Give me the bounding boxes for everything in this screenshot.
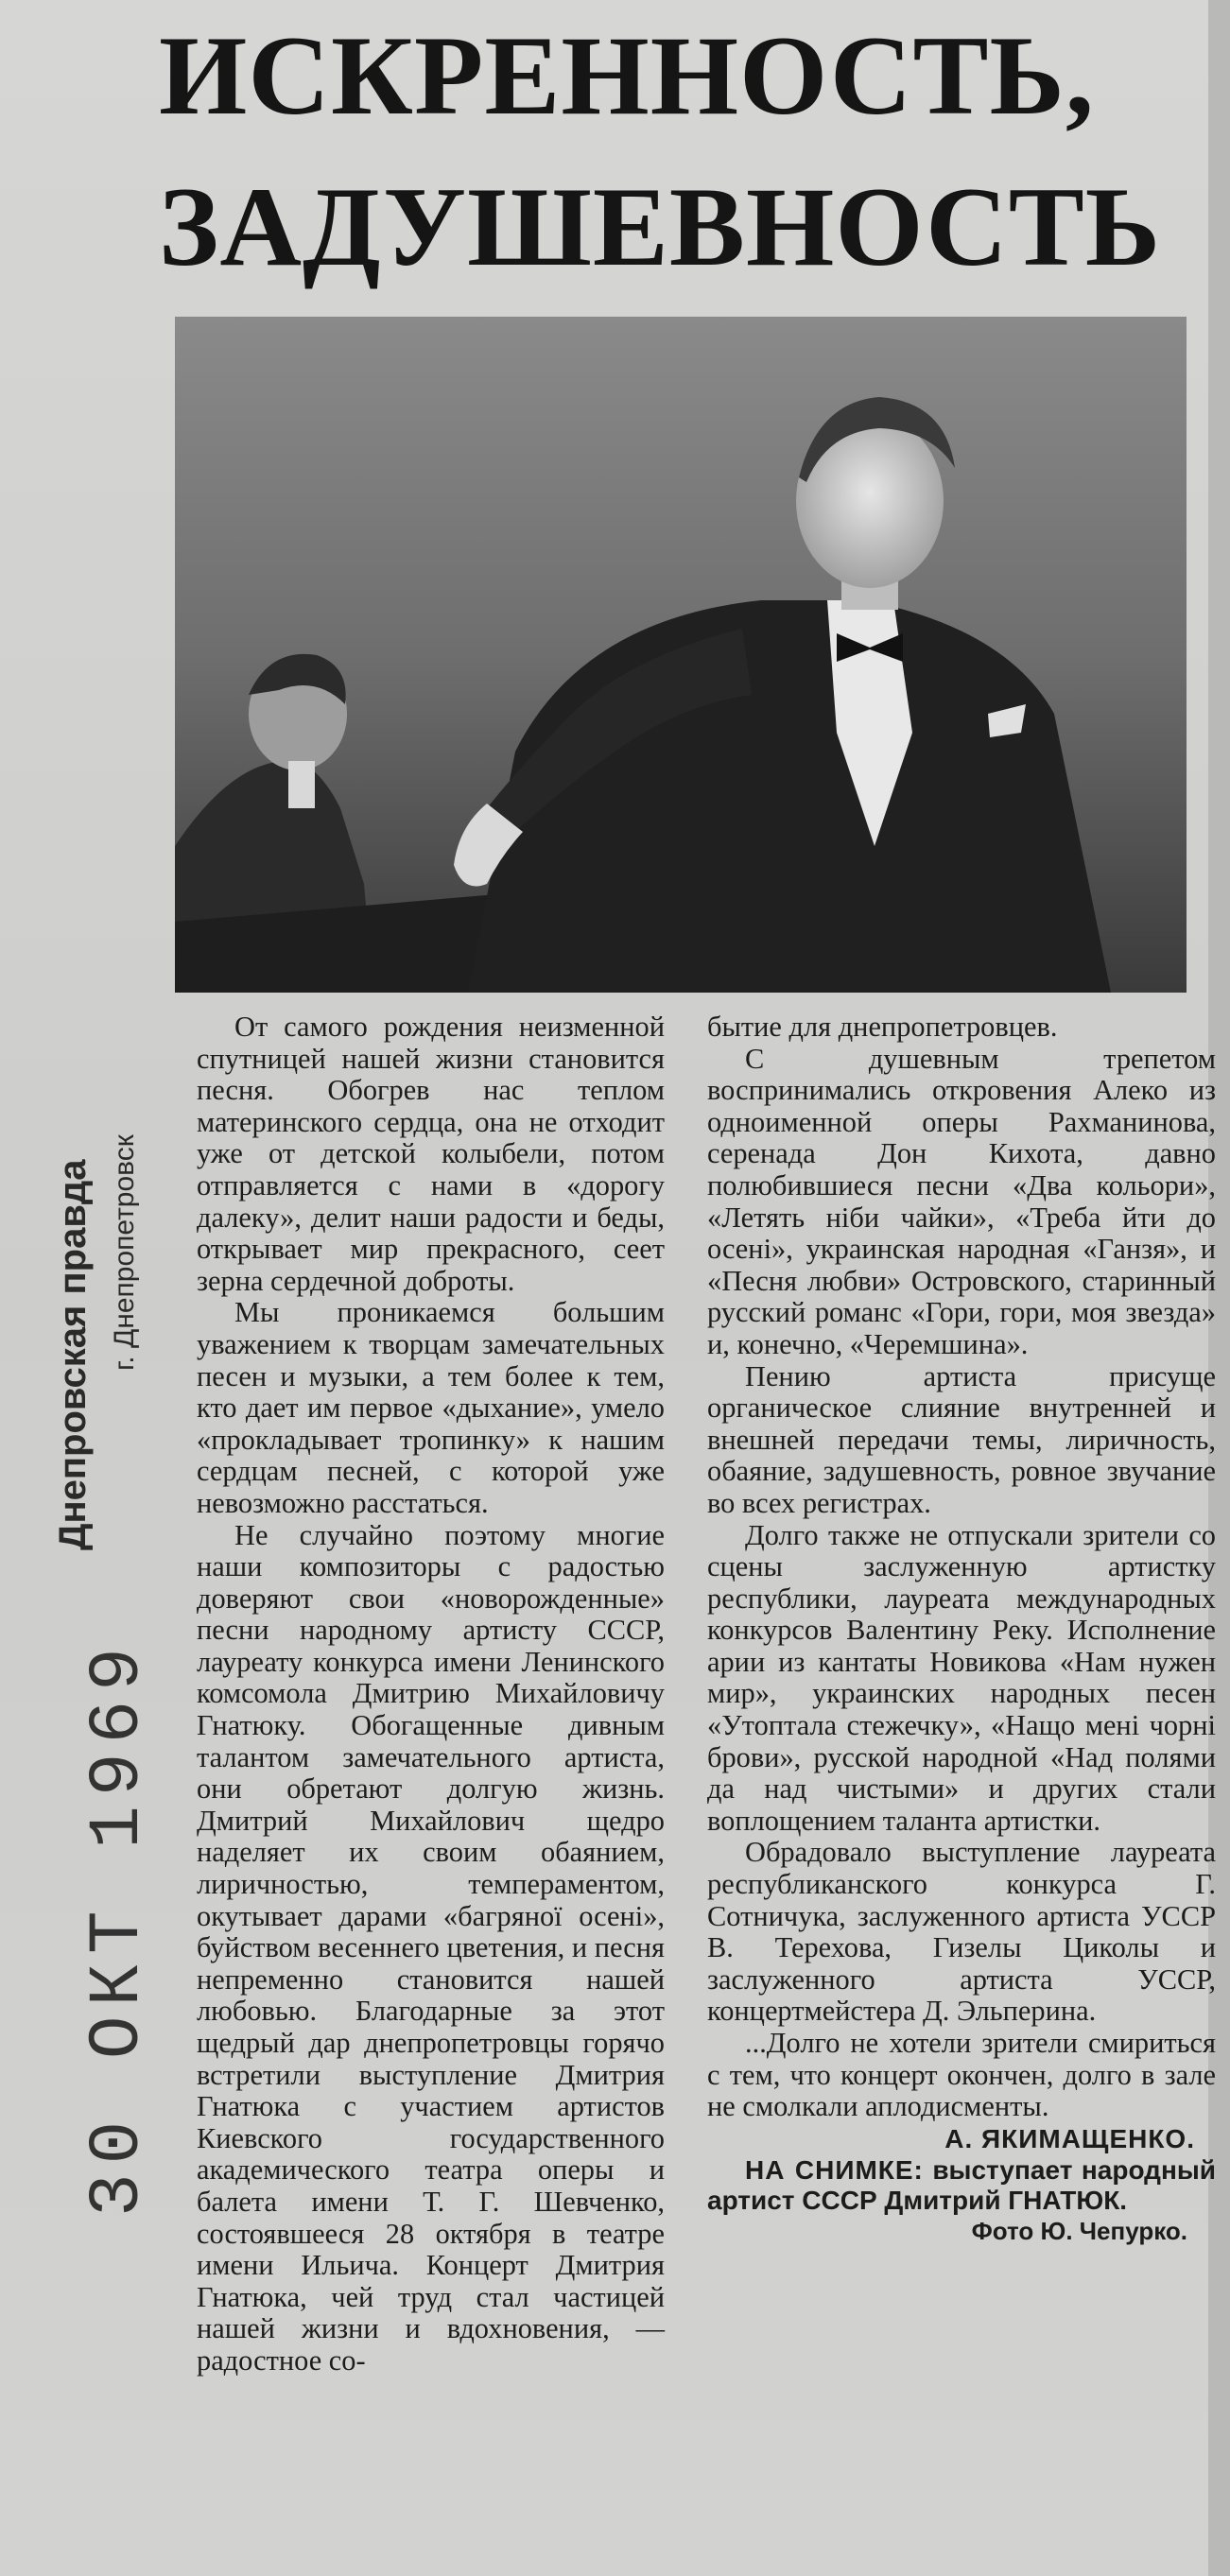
article-paragraph: От самого рождения неизменной спутницей нашей жизни становится песня. Обогрев нас теплом материнского сердца, она не отходит уже от детской колыбели, потом отправляется с нами в «дорогу далеку», делит наши радости и беды, открывает мир прекрасного, сеет зерна сердечной доброты. (197, 1011, 665, 1297)
article-paragraph: Долго также не отпускали зрители со сцены заслуженную артистку республики, лауреата международных конкурсов Валентину Реку. Исполнение арии из кантаты Новикова «Нам нужен мир», украинских народных песен «Утоптала стежечку», «Нащо менi чорнi брови», русской народной «Над полями да над чистыми» и других стали воплощением таланта артистки. (707, 1518, 1216, 1837)
article-paragraph: Обрадовало выступление лауреата республиканского конкурса Г. Сотничука, заслуженного артиста УССР В. Терехова, Гизелы Циколы и заслуженного артиста УССР, концертмейстера Д. Эльперина. (707, 1836, 1216, 2028)
article-column-right (707, 1011, 1216, 2246)
photo-credit: Фото Ю. Чепурко. (971, 2216, 1187, 2245)
photo-caption-label: НА СНИМКЕ: (745, 2154, 924, 2185)
article-paragraph: С душевным трепетом воспринимались откровения Алеко из одноименной оперы Рахманинова, серенада Дон Кихота, давно полюбившиеся песни «Два кольори», «Летять нiби чайки», «Треба йти до осенi», украинская народная «Ганзя», и «Песня любви» Островского, старинный русский романс «Гори, гори, моя звезда» и, конечно, «Черемшина». (707, 1042, 1216, 1360)
headline-line-2: ЗАДУШЕВНОСТЬ (159, 164, 1162, 289)
date-stamp: 30 ОКТ 1969 (78, 1638, 159, 2217)
article-paragraph: Мы проникаемся большим уважением к творцам замечательных песен и музыки, а тем более к тем, кто дает им первое «дыхание», умело «прокладывает тропинку» к нашим сердцам песней, с которой уже невозможно расстаться. (197, 1296, 665, 1519)
city-stamp: г. Днепропетровск (109, 1134, 140, 1371)
photo-caption-text: выступает народный артист СССР Дмитрий ГНАТЮК. (707, 2154, 1216, 2215)
newspaper-name-stamp: Днепровская правда (52, 1159, 94, 1550)
article-paragraph: Пению артиста присуще органическое слияние внутренней и внешней передачи темы, лиричность, обаяние, задушевность, ровное звучание во всех регистрах. (707, 1359, 1216, 1519)
headline-line-1: ИСКРЕННОСТЬ, (159, 12, 1095, 138)
photo-caption (707, 2155, 1216, 2216)
article-column-left (197, 1011, 665, 2377)
article-paragraph: Не случайно поэтому многие наши композиторы с радостью доверяют свои «новорожденные» песни народному артисту СССР, лауреату конкурса имени Ленинского комсомола Дмитрию Михайловичу Гнатюку. Обогащенные дивным талантом замечательного артиста, они обретают долгую жизнь. Дмитрий Михайлович щедро наделяет их своим обаянием, лиричностью, темпераментом, окутывает дарами «багряної осені», буйством весеннего цветения, и песня непременно становится нашей любовью. Благодарные за этот щедрый дар днепропетровцы горячо встретили выступление Дмитрия Гнатюка с участием артистов Киевского государственного академического театра оперы и балета имени Т. Г. Шевченко, состоявшееся 28 октября в театре имени Ильича. Концерт Дмитрия Гнатюка, чей труд стал частицей нашей жизни и вдохновения, — радостное со- (197, 1518, 665, 2377)
author-signature: А. ЯКИМАЩЕНКО. (944, 2123, 1195, 2153)
concert-photo (175, 317, 1187, 993)
article-paragraph-continuation: бытие для днепропетровцев. (707, 1011, 1058, 1043)
article-paragraph: ...Долго не хотели зрители смириться с тем, что концерт окончен, долго в зале не смолкали аплодисменты. (707, 2027, 1216, 2123)
singer-photo-illustration (175, 317, 1187, 993)
